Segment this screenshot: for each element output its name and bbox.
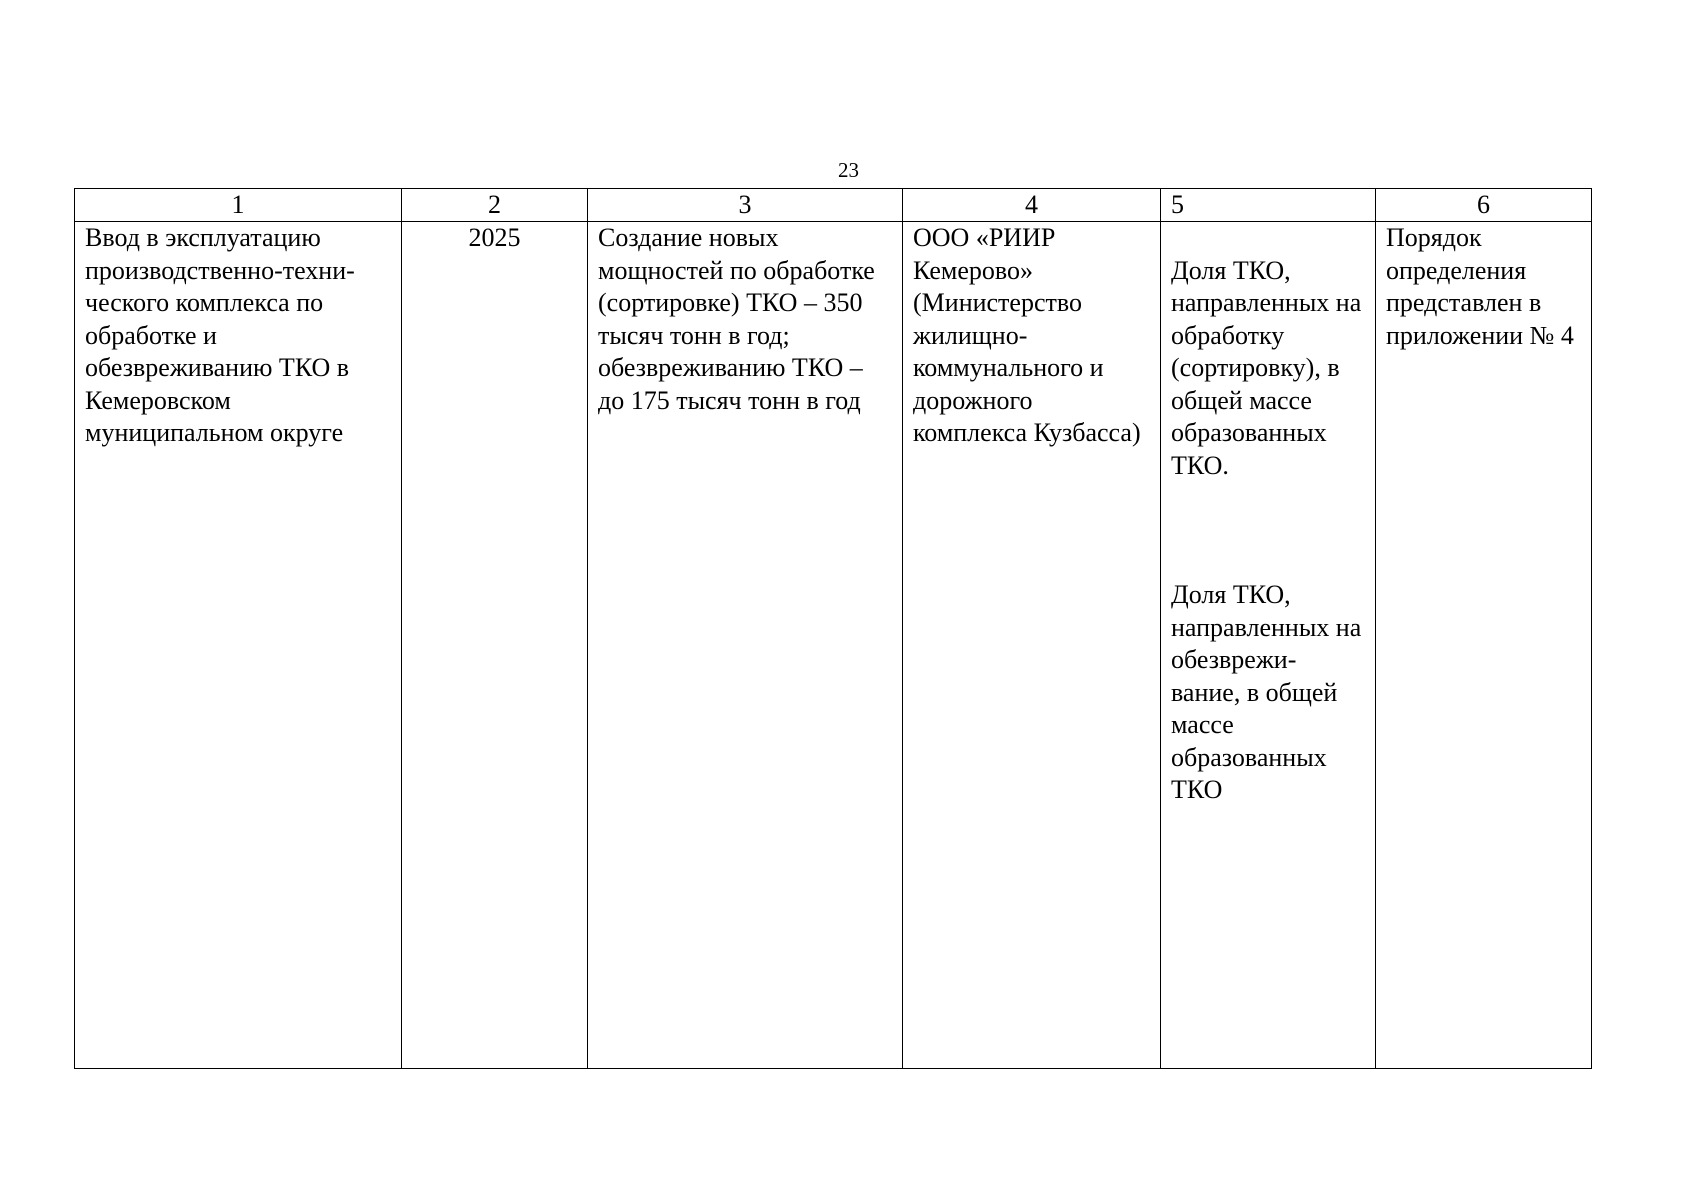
- measure-name-cell: [75, 222, 402, 1069]
- page-number: 23: [838, 158, 859, 182]
- result-cell: [588, 222, 903, 1069]
- result: Создание новых мощностей по обработке (сортировке) ТКО – 350 тысяч тонн в год; обезвреживанию ТКО – до 175 тысяч тонн в год: [598, 223, 875, 415]
- column-header-5: 5: [1161, 189, 1376, 222]
- method-note: Порядок определения представлен в приложении № 4: [1386, 223, 1574, 350]
- responsible-cell: [903, 222, 1161, 1069]
- measures-table: [74, 188, 1592, 1069]
- indicator-processing: Доля ТКО, направленных на обработку (сортировку), в общей массе образованных ТКО.: [1171, 255, 1362, 480]
- year: 2025: [468, 223, 521, 252]
- column-header-6: 6: [1376, 189, 1592, 222]
- paragraph-gap: [1171, 515, 1365, 547]
- column-header-1: 1: [75, 189, 402, 222]
- year-cell: [402, 222, 588, 1069]
- indicator-neutralization: Доля ТКО, направленных на обезврежи-вание, в общей массе образованных ТКО: [1171, 580, 1362, 804]
- column-header-3: 3: [588, 189, 903, 222]
- column-header-2: 2: [402, 189, 588, 222]
- measure-name: Ввод в эксплуатацию производственно-техни-ческого комплекса по обработке и обезвреживанию ТКО в Кемеровском муниципальном округе: [85, 223, 355, 447]
- table-row: [75, 222, 1592, 1069]
- method-cell: [1376, 222, 1592, 1069]
- column-header-4: 4: [903, 189, 1161, 222]
- responsible: ООО «РИИР Кемерово» (Министерство жилищно-коммунального и дорожного комплекса Кузбасса): [913, 223, 1141, 447]
- header-row: [75, 189, 1592, 222]
- indicator-cell: [1161, 222, 1376, 1069]
